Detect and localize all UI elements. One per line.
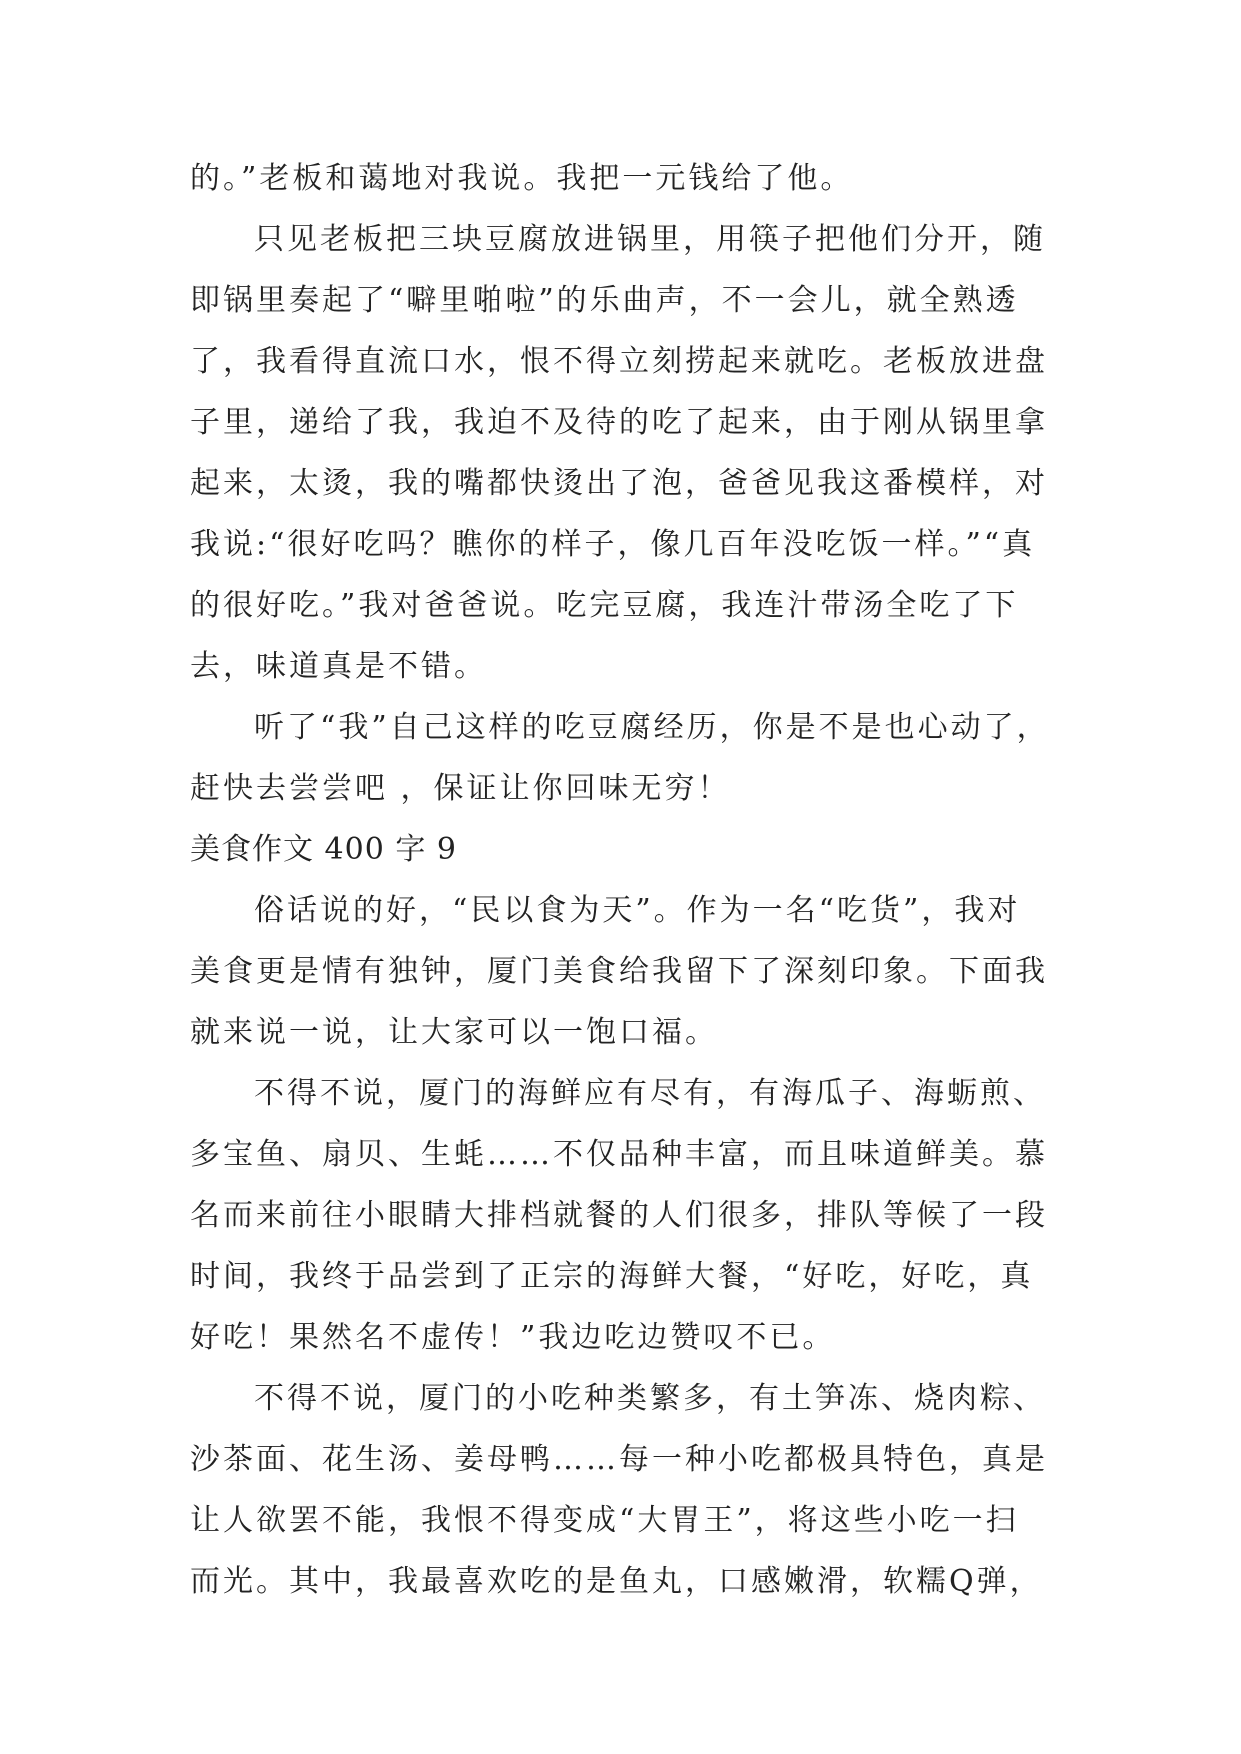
text-line: 我说:“很好吃吗？瞧你的样子，像几百年没吃饭一样。”“真 — [190, 527, 1036, 562]
text-line: 子里，递给了我，我迫不及待的吃了起来，由于刚从锅里拿 — [190, 405, 1048, 440]
paragraph-start-line: 俗话说的好，“民以食为天”。作为一名“吃货”，我对 — [254, 893, 1021, 928]
text-line: 起来，太烫，我的嘴都快烫出了泡，爸爸见我这番模样，对 — [190, 466, 1048, 501]
text-line: 多宝鱼、扇贝、生蚝……不仅品种丰富，而且味道鲜美。慕 — [190, 1137, 1048, 1172]
text-line: 的。”老板和蔼地对我说。我把一元钱给了他。 — [190, 161, 854, 196]
text-line: 去，味道真是不错。 — [190, 649, 487, 684]
paragraph-start-line: 听了“我”自己这样的吃豆腐经历，你是不是也心动了， — [254, 710, 1050, 745]
text-line: 让人欲罢不能，我恨不得变成“大胃王”，将这些小吃一扫 — [190, 1503, 1019, 1538]
text-line: 好吃！果然名不虚传！”我边吃边赞叹不已。 — [190, 1320, 836, 1355]
text-line: 了，我看得直流口水，恨不得立刻捞起来就吃。老板放进盘 — [190, 344, 1048, 379]
paragraph-start-line: 只见老板把三块豆腐放进锅里，用筷子把他们分开，随 — [254, 222, 1046, 257]
paragraph-start-line: 不得不说，厦门的小吃种类繁多，有土笋冻、烧肉粽、 — [254, 1381, 1046, 1416]
text-line: 即锅里奏起了“噼里啪啦”的乐曲声，不一会儿，就全熟透 — [190, 283, 1019, 318]
text-line: 的很好吃。”我对爸爸说。吃完豆腐，我连汁带汤全吃了下 — [190, 588, 1019, 623]
text-line: 赶快去尝尝吧 ，保证让你回味无穷！ — [190, 771, 731, 806]
paragraph-start-line: 不得不说，厦门的海鲜应有尽有，有海瓜子、海蛎煎、 — [254, 1076, 1046, 1111]
text-line: 美食更是情有独钟，厦门美食给我留下了深刻印象。下面我 — [190, 954, 1048, 989]
section-heading: 美食作文 400 字 9 — [190, 832, 457, 867]
text-line: 而光。其中，我最喜欢吃的是鱼丸，口感嫩滑，软糯Q弹， — [190, 1564, 1043, 1599]
document-body — [190, 148, 1060, 1612]
text-line: 就来说一说，让大家可以一饱口福。 — [190, 1015, 718, 1050]
text-line: 时间，我终于品尝到了正宗的海鲜大餐，“好吃，好吃，真 — [190, 1259, 1034, 1294]
text-line: 沙茶面、花生汤、姜母鸭……每一种小吃都极具特色，真是 — [190, 1442, 1048, 1477]
text-line: 名而来前往小眼睛大排档就餐的人们很多，排队等候了一段 — [190, 1198, 1048, 1233]
